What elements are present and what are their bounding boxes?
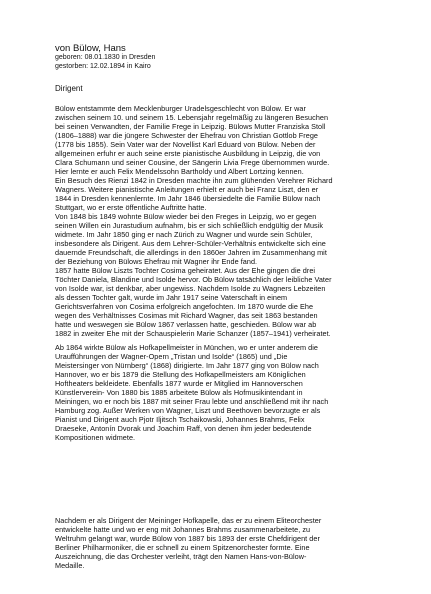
text-line: Gerichtsverfahren von Cosima erfolgreich angefochten. Im 1870 wurde die Ehe <box>55 302 314 311</box>
text-line: Wagners. Weitere pianistische Anleitungen erhielt er auch bei Franz Liszt, den er <box>55 185 319 194</box>
text-line: hatte und weswegen sie Bülow 1867 verlassen hatte, geschieden. Bülow war ab <box>55 320 317 329</box>
text-line: Meiningen, wo er noch bis 1887 mit seiner Frau lebte und anschließend mit ihr nach <box>55 397 329 406</box>
text-line: Auszeichnung, die das Orchester verleiht, trägt den Namen Hans-von-Bülow- <box>55 552 307 561</box>
text-line: Ein Besuch des Rienzi 1842 in Dresden machte ihn zum glühenden Verehrer Richard <box>55 176 333 185</box>
text-line: Pianist und Dirigent auch Pjotr Iljitsch Tschaikowski, Johannes Brahms, Felix <box>55 415 305 424</box>
text-line: Von 1848 bis 1849 wohnte Bülow wieder bei den Freges in Leipzig, wo er gegen <box>55 212 317 221</box>
text-line: Hamburg zog. Außer Werken von Wagner, Liszt und Beethoven bevorzugte er als <box>55 406 321 415</box>
paragraph-berlin <box>55 516 385 570</box>
text-line: (1778 bis 1855). Sein Vater war der Novellist Karl Eduard von Bülow. Neben der <box>55 140 316 149</box>
text-line: Hannover, wo er bis 1879 die Stellung des Hofkapellmeisters am Königlichen <box>55 370 306 379</box>
text-line: zwischen seinem 10. und seinem 15. Lebensjahr regelmäßig zu längeren Besuchen <box>55 113 329 122</box>
text-line: 1844 in Dresden kennenlernte. Im Jahr 1846 übersiedelte die Familie Bülow nach <box>55 194 321 203</box>
biography-header <box>55 43 155 71</box>
text-line: insbesondere als Dirigent. Aus dem Lehrer-Schüler-Verhältnis entwickelte sich eine <box>55 239 326 248</box>
text-line: seinen Willen ein Jurastudium aufnahm, bis er sich schließlich endgültig der Musik <box>55 221 324 230</box>
text-line: widmete. Im Jahr 1850 ging er nach Zürich zu Wagner und wurde sein Schüler, <box>55 230 313 239</box>
profession-label: Dirigent <box>55 84 83 93</box>
text-line: Ab 1864 wirkte Bülow als Hofkapellmeister in München, wo er unter anderem die <box>55 343 318 352</box>
text-line: Bülow entstammte dem Mecklenburger Uradelsgeschlecht von Bülow. Er war <box>55 104 306 113</box>
text-line: dauernde Freundschaft, die allerdings in den 1860er Jahren im Zusammenhang mit <box>55 248 327 257</box>
text-line: Berliner Philharmoniker, die er schnell zu einem Spitzenorchester formte. Eine <box>55 543 310 552</box>
paragraph-career <box>55 343 385 442</box>
text-line: allgemeinen erfuhr er auch seine erste pianistische Ausbildung in Leipzig, die von <box>55 149 321 158</box>
person-name: von Bülow, Hans <box>55 43 126 54</box>
text-line: Nachdem er als Dirigent der Meininger Hofkapelle, das er zu einem Eliteorchester <box>55 516 322 525</box>
text-line: Uraufführungen der Wagner-Opern „Tristan und Isolde“ (1865) und „Die <box>55 352 288 361</box>
text-line: Töchter Daniela, Blandine und Isolde hervor. Ob Bülow tatsächlich der leibliche Vater <box>55 275 332 284</box>
text-line: der Beziehung von Bülows Ehefrau mit Wagner ihr Ende fand. <box>55 257 258 266</box>
birth-info: geboren: 08.01.1830 in Dresden <box>55 54 156 61</box>
text-line: Medaille. <box>55 561 85 570</box>
text-line: 1857 hatte Bülow Liszts Tochter Cosima geheiratet. Aus der Ehe gingen die drei <box>55 266 316 275</box>
text-line: Meistersinger von Nürnberg“ (1868) dirigierte. Im Jahr 1877 ging von Bülow nach <box>55 361 319 370</box>
text-line: als dessen Tochter galt, wurde im Jahr 1917 seine Vaterschaft in einem <box>55 293 288 302</box>
death-info: gestorben: 12.02.1894 in Kairo <box>55 62 151 70</box>
text-line: Weltruhm gelangt war, wurde Bülow von 1887 bis 1893 der erste Chefdirigent der <box>55 534 320 543</box>
text-line: Kompositionen widmete. <box>55 433 136 442</box>
text-line: bei seinen Verwandten, der Familie Frege in Leipzig. Bülows Mutter Franziska Stoll <box>55 122 326 131</box>
paragraph-early-life <box>55 104 385 338</box>
text-line: von Isolde war, ist denkbar, aber ungewiss. Nachdem Isolde zu Wagners Lebzeiten <box>55 284 326 293</box>
text-line: Stuttgart, wo er erste öffentliche Auftritte hatte. <box>55 203 207 212</box>
text-line: Künstlerverein- Von 1880 bis 1885 arbeitete Bülow als Hofmusikintendant in <box>55 388 303 397</box>
text-line: 1882 in zweiter Ehe mit der Schauspielerin Marie Schanzer (1857–1941) verheiratet. <box>55 329 331 338</box>
text-line: wegen des Verhältnisses Cosimas mit Richard Wagner, das seit 1863 bestanden <box>55 311 318 320</box>
text-line: entwickelte hatte und wo er eng mit Johannes Brahms zusammenarbeitete, zu <box>55 525 311 534</box>
text-line: Hoftheaters bekleidete. Ebenfalls 1877 wurde er Mitglied im Hannoverschen <box>55 379 303 388</box>
text-line: Clara Schumann und seiner Cousine, der Sängerin Livia Frege übernommen wurde. <box>55 158 330 167</box>
text-line: Draeseke, Antonín Dvorak und Joachim Raff, von denen ihm jeder bedeutende <box>55 424 312 433</box>
text-line: Hier lernte er auch Felix Mendelssohn Bartholdy und Albert Lortzing kennen. <box>55 167 304 176</box>
text-line: (1806–1888) war die jüngere Schwester der Ehefrau von Christian Gottlob Frege <box>55 131 318 140</box>
